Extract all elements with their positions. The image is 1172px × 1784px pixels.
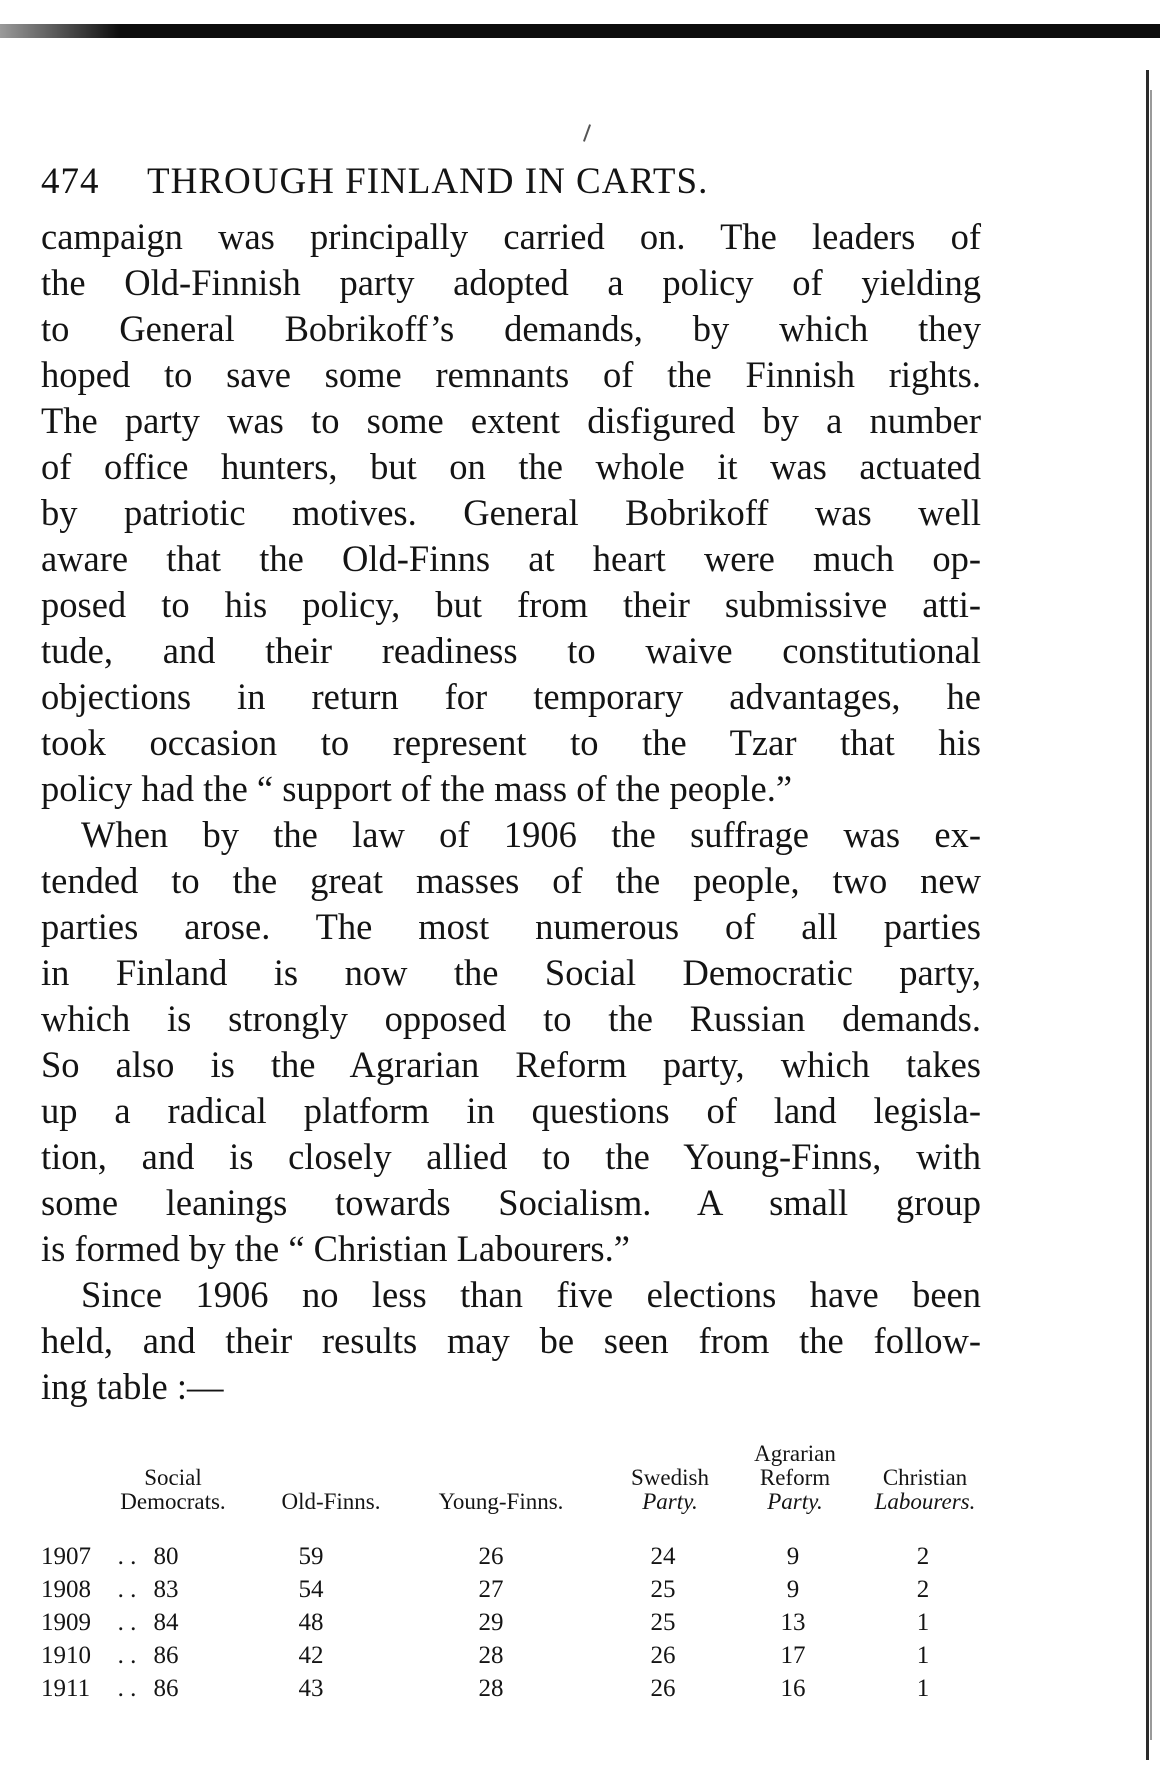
year-cell: 1907 (41, 1543, 91, 1570)
header-social-democrats (113, 1466, 233, 1514)
leader-dots: . . (117, 1576, 137, 1603)
header-agrarian-reform (739, 1442, 851, 1514)
text-line: hoped to save some remnants of the Finnish rights. (41, 354, 981, 395)
swedish-cell: 26 (650, 1675, 676, 1702)
header-line: Party. (642, 1489, 698, 1514)
swedish-cell: 26 (650, 1642, 676, 1669)
young-finns-cell: 28 (478, 1642, 504, 1669)
swedish-cell: 25 (650, 1609, 676, 1636)
social-democrats-cell: 86 (153, 1642, 179, 1669)
agrarian-cell: 9 (786, 1576, 800, 1603)
agrarian-cell: 16 (780, 1675, 806, 1702)
text-line: objections in return for temporary advantages, he (41, 676, 981, 717)
text-line: held, and their results may be seen from the follow- (41, 1320, 981, 1361)
table-row (41, 1540, 1001, 1573)
young-finns-cell: 28 (478, 1675, 504, 1702)
year-cell: 1910 (41, 1642, 91, 1669)
header-line: Party. (767, 1489, 823, 1514)
header-line: Young-Finns. (438, 1489, 564, 1514)
agrarian-cell: 17 (780, 1642, 806, 1669)
body-text (41, 214, 981, 1410)
text-line: tion, and is closely allied to the Young-Finns, with (41, 1136, 981, 1177)
table-row (41, 1606, 1001, 1639)
header-line: Labourers. (874, 1489, 976, 1514)
paragraph-start-line: Since 1906 no less than five elections have been (81, 1274, 981, 1315)
old-finns-cell: 42 (298, 1642, 324, 1669)
table-row (41, 1672, 1001, 1705)
top-border-fade (0, 24, 120, 38)
header-line: Swedish (631, 1465, 709, 1490)
social-democrats-cell: 83 (153, 1576, 179, 1603)
page-number: 474 (41, 161, 100, 202)
running-title: THROUGH FINLAND IN CARTS. (147, 161, 709, 202)
text-line: some leanings towards Socialism. A small group (41, 1182, 981, 1223)
agrarian-cell: 9 (786, 1543, 800, 1570)
header-swedish-party (615, 1466, 725, 1514)
text-line: of office hunters, but on the whole it was actuated (41, 446, 981, 487)
text-line: The party was to some extent disfigured by a number (41, 400, 981, 441)
social-democrats-cell: 86 (153, 1675, 179, 1702)
young-finns-cell: 26 (478, 1543, 504, 1570)
stray-mark (583, 124, 591, 142)
text-line: policy had the “ support of the mass of the people.” (41, 768, 793, 809)
leader-dots: . . (117, 1609, 137, 1636)
header-young-finns (426, 1490, 576, 1514)
page-edge-inner (1150, 90, 1152, 1740)
old-finns-cell: 48 (298, 1609, 324, 1636)
text-line: tude, and their readiness to waive constitutional (41, 630, 981, 671)
paragraph-start-line: When by the law of 1906 the suffrage was ex- (81, 814, 981, 855)
year-cell: 1909 (41, 1609, 91, 1636)
text-line: to General Bobrikoff’s demands, by which they (41, 308, 981, 349)
header-line: Old-Finns. (281, 1489, 381, 1514)
swedish-cell: 24 (650, 1543, 676, 1570)
text-line: aware that the Old-Finns at heart were much op- (41, 538, 981, 579)
year-cell: 1911 (41, 1675, 91, 1702)
text-line: by patriotic motives. General Bobrikoff was well (41, 492, 981, 533)
header-line: Agrarian (754, 1441, 836, 1466)
text-line: took occasion to represent to the Tzar that his (41, 722, 981, 763)
christian-cell: 2 (916, 1576, 930, 1603)
text-line: posed to his policy, but from their submissive atti- (41, 584, 981, 625)
header-old-finns (269, 1490, 393, 1514)
text-line: in Finland is now the Social Democratic party, (41, 952, 981, 993)
swedish-cell: 25 (650, 1576, 676, 1603)
old-finns-cell: 43 (298, 1675, 324, 1702)
text-line: the Old-Finnish party adopted a policy of yielding (41, 262, 981, 303)
text-line: is formed by the “ Christian Labourers.” (41, 1228, 630, 1269)
text-line: So also is the Agrarian Reform party, which takes (41, 1044, 981, 1085)
leader-dots: . . (117, 1642, 137, 1669)
leader-dots: . . (117, 1543, 137, 1570)
page-edge-shadow (1146, 70, 1149, 1760)
header-line: Reform (759, 1465, 831, 1490)
year-cell: 1908 (41, 1576, 91, 1603)
text-line: campaign was principally carried on. The leaders of (41, 216, 981, 257)
table-row (41, 1639, 1001, 1672)
young-finns-cell: 27 (478, 1576, 504, 1603)
text-line: tended to the great masses of the people, two new (41, 860, 981, 901)
christian-cell: 1 (916, 1675, 930, 1702)
christian-cell: 1 (916, 1609, 930, 1636)
header-line: Christian (882, 1465, 968, 1490)
header-line: Social (144, 1465, 202, 1490)
christian-cell: 2 (916, 1543, 930, 1570)
top-border-rule (0, 24, 1160, 38)
running-head (41, 157, 941, 207)
social-democrats-cell: 84 (153, 1609, 179, 1636)
agrarian-cell: 13 (780, 1609, 806, 1636)
christian-cell: 1 (916, 1642, 930, 1669)
header-line: Democrats. (120, 1489, 226, 1514)
header-christian-labourers (861, 1466, 989, 1514)
old-finns-cell: 54 (298, 1576, 324, 1603)
text-line: ing table :— (41, 1366, 224, 1407)
social-democrats-cell: 80 (153, 1543, 179, 1570)
young-finns-cell: 29 (478, 1609, 504, 1636)
old-finns-cell: 59 (298, 1543, 324, 1570)
text-line: which is strongly opposed to the Russian demands. (41, 998, 981, 1039)
leader-dots: . . (117, 1675, 137, 1702)
table-row (41, 1573, 1001, 1606)
text-line: up a radical platform in questions of land legisla- (41, 1090, 981, 1131)
text-line: parties arose. The most numerous of all parties (41, 906, 981, 947)
